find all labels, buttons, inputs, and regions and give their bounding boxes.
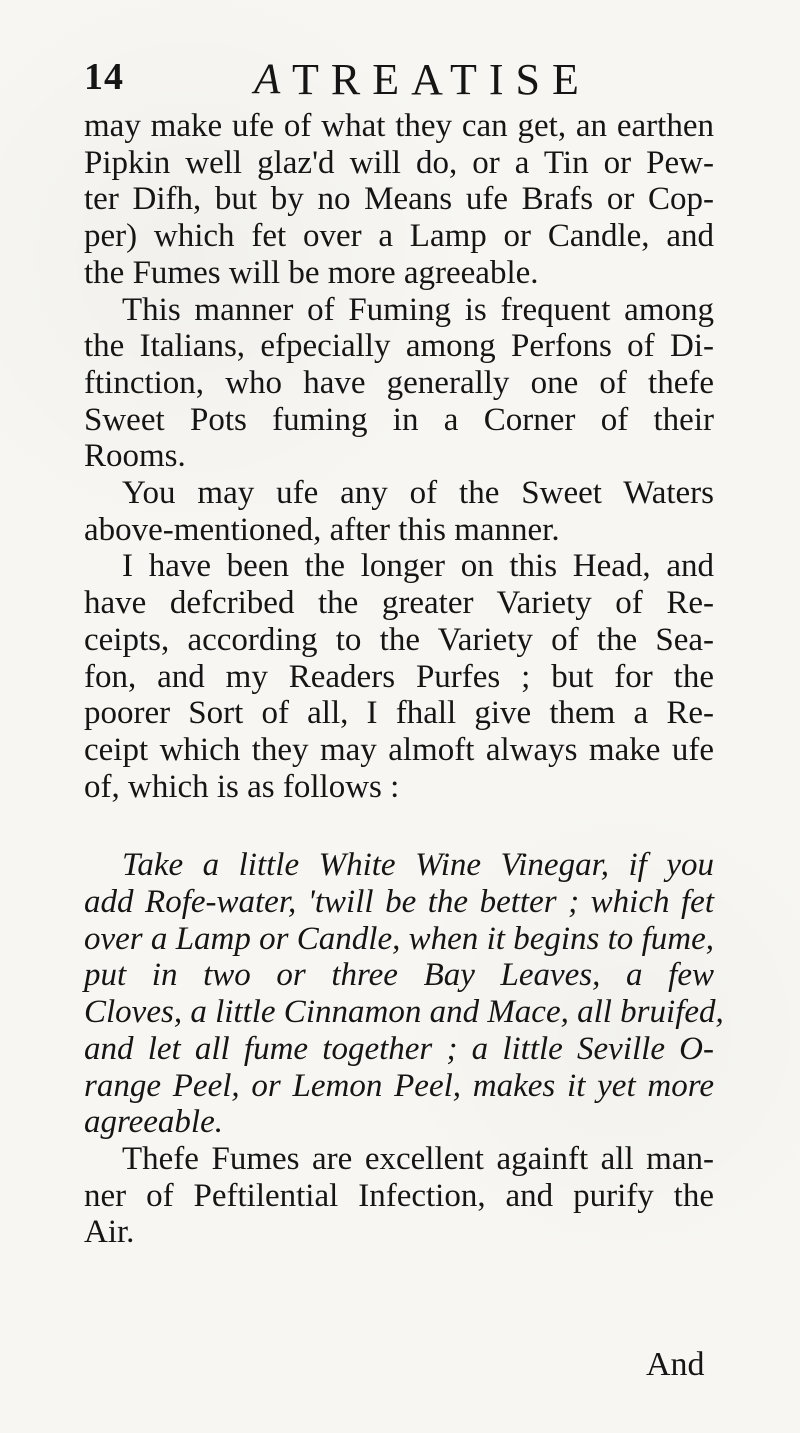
- paragraph-3: [84, 475, 714, 548]
- text-line: Air.: [84, 1214, 135, 1251]
- text-line: Take a little White Wine Vinegar, if you: [122, 847, 714, 884]
- text-line: above-mentioned, after this manner.: [84, 511, 560, 548]
- text-line: agreeable.: [84, 1104, 223, 1141]
- text-line: may make ufe of what they can get, an earthen: [84, 108, 714, 144]
- text-line: add Rofe-water, 'twill be the better ; which fet: [84, 884, 714, 921]
- text-line: Pipkin well glaz'd will do, or a Tin or Pew-: [84, 144, 714, 181]
- catchword: And: [646, 1346, 705, 1383]
- running-header: [84, 55, 724, 114]
- text-line: the Italians, efpecially among Perfons of Di-: [84, 328, 714, 365]
- title-prefix: A: [254, 56, 281, 103]
- text-line: over a Lamp or Candle, when it begins to fume,: [84, 920, 714, 957]
- text-line: ceipt which they may almoft always make ufe: [84, 731, 714, 768]
- text-line: of, which is as follows :: [84, 768, 400, 805]
- text-line: Rooms.: [84, 438, 186, 475]
- italic-recipe-paragraph: [84, 847, 724, 1141]
- page-number: 14: [84, 56, 124, 98]
- text-line: ner of Peftilential Infection, and purify the: [84, 1177, 714, 1214]
- text-line: Sweet Pots fuming in a Corner of their: [84, 401, 714, 438]
- text-line: You may ufe any of the Sweet Waters: [122, 475, 714, 512]
- text-line: ter Difh, but by no Means ufe Brafs or Cop-: [84, 181, 714, 218]
- text-line: Thefe Fumes are excellent againft all man-: [122, 1140, 714, 1177]
- text-line: per) which fet over a Lamp or Candle, and: [84, 218, 714, 255]
- text-line: range Peel, or Lemon Peel, makes it yet more: [84, 1067, 714, 1104]
- text-line: the Fumes will be more agreeable.: [84, 254, 539, 291]
- text-line: poorer Sort of all, I fhall give them a Re-: [84, 695, 714, 732]
- text-line: Cloves, a little Cinnamon and Mace, all bruifed,: [84, 994, 724, 1031]
- text-line: and let all fume together ; a little Seville O-: [84, 1030, 714, 1067]
- text-line: ceipts, according to the Variety of the Sea-: [84, 621, 714, 658]
- title-main: TREATISE: [292, 55, 591, 104]
- text-line: put in two or three Bay Leaves, a few: [84, 957, 714, 994]
- text-line: fon, and my Readers Purfes ; but for the: [84, 658, 714, 695]
- text-line: have defcribed the greater Variety of Re-: [84, 585, 714, 622]
- text-line: ftinction, who have generally one of thefe: [84, 364, 714, 401]
- text-line: This manner of Fuming is frequent among: [122, 291, 714, 328]
- paragraph-1: [84, 108, 714, 292]
- text-line: I have been the longer on this Head, and: [122, 548, 714, 585]
- page-body-text: [84, 108, 724, 1251]
- paragraph-4: [84, 548, 714, 805]
- paragraph-2: [84, 292, 714, 476]
- paragraph-6: [84, 1141, 714, 1251]
